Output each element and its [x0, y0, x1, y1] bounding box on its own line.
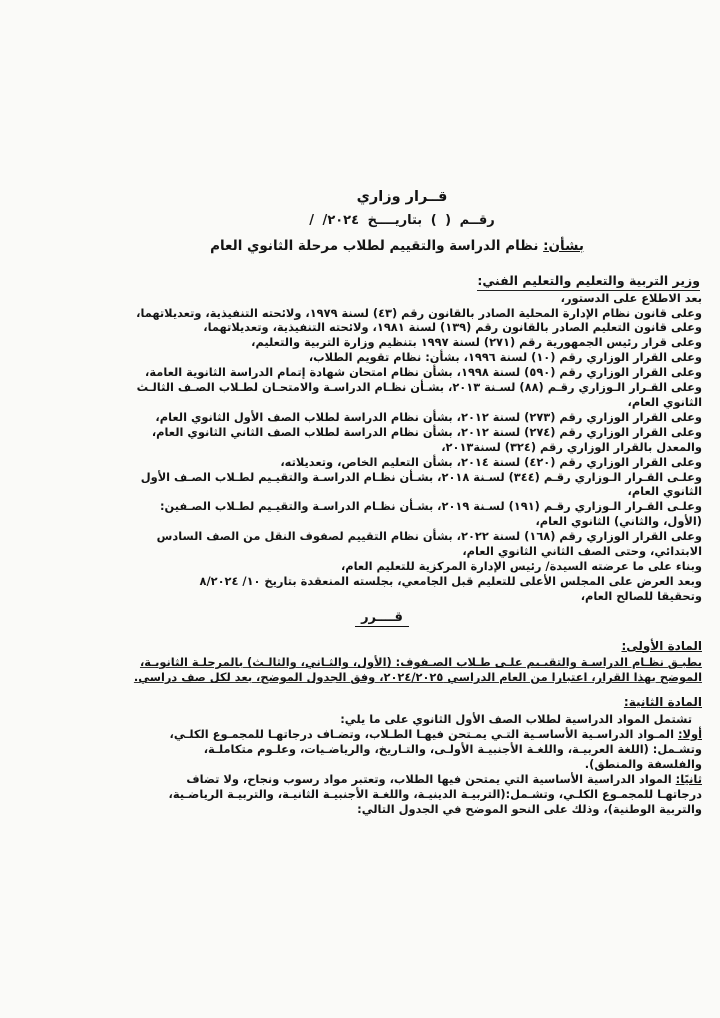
preamble-line: الثانوي العام،: [627, 394, 702, 409]
preamble-line: وتحقيقا للصالح العام،: [580, 588, 702, 603]
decree-heading: [62, 610, 702, 627]
article-2-second-item: [62, 772, 702, 787]
article-2-intro: تشتمل المواد الدراسية لطلاب الصف الأول الثانوي على ما يلي:: [340, 712, 692, 727]
preamble-line: وعلى القرار الوزاري رقم (١٠) لسنة ١٩٩٦، بشأن: نظام تقويم الطلاب،: [308, 350, 702, 365]
preamble: [62, 274, 702, 604]
article-2: [62, 695, 702, 816]
second-item-line: والتربية الوطنية)، وذلك على النحو الموضح في الجدول التالي:: [357, 801, 702, 816]
preamble-line: بعد الاطلاع على الدستور،: [560, 290, 702, 305]
article-2-first-item: [62, 727, 702, 742]
subject-prefix: بشأن:: [543, 237, 584, 254]
first-item-label: أولا:: [677, 727, 702, 742]
subject-line: [92, 239, 702, 254]
date-label: بتاريــــخ: [367, 212, 423, 228]
first-item-line: وتشـمل: (اللغة العربيـة، واللغـة الأجنبيـة الأولـى، والتـاريخ، والرياضـيات، وعلـوم متكاملـة،: [203, 742, 702, 756]
preamble-line: (الأول، والثاني) الثانوي العام،: [535, 514, 702, 529]
date-value: / /٢٠٢٤: [309, 212, 360, 228]
decree-document: [62, 190, 702, 817]
article-2-heading: المادة الثانية:: [623, 695, 702, 710]
decree-word: قــــرر: [355, 611, 409, 627]
preamble-line: الثانوي العام،: [627, 484, 702, 499]
preamble-line: وعلى قانون نظام الإدارة المحلية الصادر بالقانون رقم (٤٣) لسنة ١٩٧٩، ولائحته التنفيذية، وتعديلاتهما،: [136, 305, 702, 320]
article-1-line: الموضح بهذا القرار، اعتبارا من العام الدراسي ٢٠٢٤/٢٠٢٥، وفق الجدول الموضح، بعد لكل صف دراسي.: [133, 670, 702, 685]
second-item-label: ثانيًا:: [675, 771, 702, 786]
article-1-line: يطبـق نظـام الدراسـة والتقيـيم علـى طـلاب الصـفوف: (الأول، والثـاني، والثالـث) بالمرحلـة الثانويـة،: [139, 655, 702, 670]
preamble-line: وعلى القرار الوزاري رقم (٥٩٠) لسنة ١٩٩٨، بشأن نظام امتحان شهادة إتمام الدراسة الثانوية العامة،: [145, 365, 702, 380]
preamble-line: وعلى القرار الوزاري رقم (٢٧٤) لسنة ٢٠١٢، بشأن نظام الدراسة لطلاب الصف الثاني الثانوي العام،: [151, 424, 702, 439]
number-label: رقــم ( ): [430, 212, 495, 228]
second-item-line: المواد الدراسية الأساسية التي يمتحن فيها الطلاب، وتعتبر مواد رسوب ونجاح، ولا تضاف: [186, 771, 672, 786]
preamble-line: وعلى القـرار الـوزاري رقـم (٨٨) لسـنة ٢٠١٣، بشـأن نظـام الدراسـة والامتحـان لطـلاب الصـف الثالـث: [136, 380, 702, 395]
first-item-line: والفلسفة والمنطق).: [584, 756, 702, 771]
preamble-line: والمعدل بالقرار الوزاري رقم (٣٢٤) لسنة٢٠١٣،: [441, 439, 702, 454]
preamble-line: وعلى قرار رئيس الجمهورية رقم (٢٧١) لسنة ١٩٩٧ بتنظيم وزارة التربية والتعليم،: [251, 335, 702, 350]
preamble-line: وعلـى القـرار الـوزاري رقـم (٣٤٤) لسـنة ٢٠١٨، بشـأن نظـام الدراسـة والتقيـيم لطـلاب الصـف الأول: [140, 469, 702, 484]
preamble-line: وعلـى القـرار الـوزاري رقـم (١٩١) لسـنة ٢٠١٩، بشـأن نظـام الدراسـة والتقيـيم لطـلاب الصـفين:: [159, 499, 702, 514]
preamble-line: وعلى القرار الوزاري رقم (٤٢٠) لسنة ٢٠١٤، بشأن التعليم الخاص، وتعديلاته،: [280, 454, 702, 469]
article-1: [62, 639, 702, 686]
subject-text: نظام الدراسة والتقييم لطلاب مرحلة الثانوي العام: [210, 237, 539, 254]
second-item-line: درجاتهـا للمجمـوع الكلـي، وتشـمل:(التربيـة الدينيـة، واللغـة الأجنبيـة الثانيـة، والتربيـة الرياضـية،: [168, 786, 702, 801]
preamble-line: وعلى القرار الوزاري رقم (٢٧٣) لسنة ٢٠١٢، بشأن نظام الدراسة لطلاب الصف الأول الثانوي العام،: [155, 409, 702, 424]
reference-line: [102, 214, 702, 229]
minister-heading: وزير التربية والتعليم والتعليم الفني:: [477, 274, 700, 291]
preamble-lines: [62, 291, 702, 604]
article-1-heading: المادة الأولى:: [621, 638, 702, 653]
preamble-line: وعلى قانون التعليم الصادر بالقانون رقم (١٣٩) لسنة ١٩٨١، ولائحته التنفيذية، وتعديلاتهما،: [203, 320, 702, 335]
preamble-line: وعلى القرار الوزاري رقم (١٦٨) لسنة ٢٠٢٢، بشأن نظام التقييم لصفوف النقل من الصف السادس: [156, 529, 702, 544]
preamble-line: وبعد العرض على المجلس الأعلى للتعليم قبل الجامعي، بجلسته المنعقدة بتاريخ ١٠/ ٨/٢٠٢٤: [199, 573, 702, 588]
document-title: قــرار وزاري: [356, 189, 448, 205]
first-item-line: المـواد الدراسـية الأساسـية التـي يمـتحن فيهـا الطـلاب، وتضـاف درجاتهـا للمجمـوع الكلـي،: [169, 727, 674, 742]
preamble-line: الابتدائي، وحتى الصف الثاني الثانوي العام،: [462, 544, 702, 559]
preamble-line: وبناء على ما عرضته السيدة/ رئيس الإدارة المركزية للتعليم العام،: [340, 558, 702, 573]
